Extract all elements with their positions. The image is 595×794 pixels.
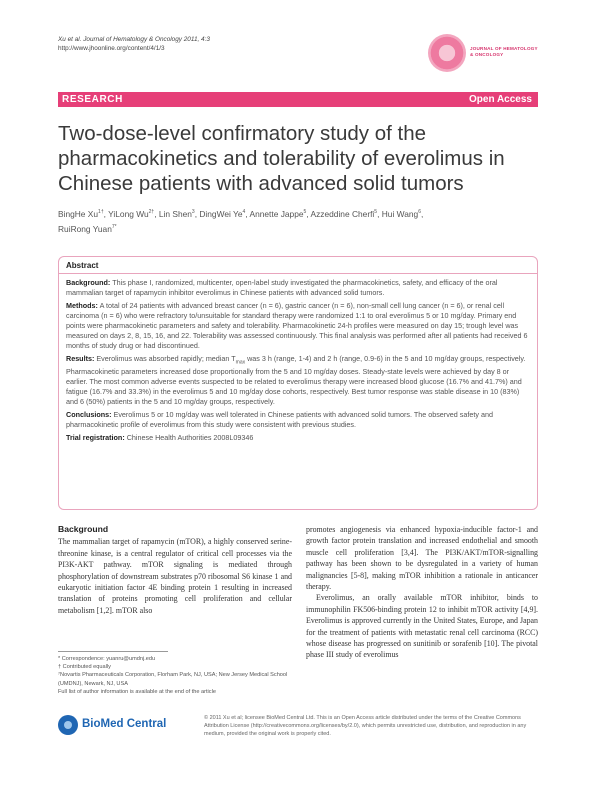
author: BingHe Xu xyxy=(58,208,99,219)
article-url[interactable]: http://www.jhoonline.org/content/4/1/3 xyxy=(58,45,165,52)
publisher-name: BioMed Central xyxy=(82,718,167,730)
abstract-box xyxy=(58,256,538,510)
article-type-label: RESEARCH xyxy=(62,94,123,105)
body-column-right xyxy=(306,524,538,661)
body-paragraph: The mammalian target of rapamycin (mTOR), a highly conserved serine-threonine kinase, is a central regulator of critical cell processes via the PI3K-AKT pathway. mTOR signaling is mediated through phosphorylation of downstream substrates p70 ribosomal S6 kinase 1 and eukaryotic initiation factor 4E binding protein 1 resulting in increased translation of proteins promoting cell proliferation and cellular metabolism [1,2]. mTOR also xyxy=(58,537,292,615)
footnotes xyxy=(58,655,292,696)
author: Lin Shen xyxy=(158,208,192,219)
correspondence-note: * Correspondence: yuanru@umdnj.edu xyxy=(58,656,156,662)
journal-logo xyxy=(428,32,548,72)
author-info-note: Full list of author information is available at the end of the article xyxy=(58,688,216,695)
abstract-conclusions: Conclusions: Everolimus 5 or 10 mg/day was well tolerated in Chinese patients with advanced solid tumors. The observed safety and pharmacokinetic profile of everolimus from this study were consistent with previous studies. xyxy=(66,410,493,430)
biomed-central-icon xyxy=(58,715,78,735)
author-list: BingHe $Xu^{1\dagger}$, YiLong $Wu^{2\dagger}$, Lin Shen$^3$, DingWei Ye$^4$, Annette Jappe$^5$, Azzeddine Cherfi$^5$, Hui Wang$^6$, RuiRong Yuan$^{7*}$ xyxy=(58,208,424,234)
article-title: Two-dose-level confirmatory study of the pharmacokinetics and tolerability of everolimus in Chinese patients with advanced solid tumors xyxy=(58,122,505,195)
body-column-left xyxy=(58,524,292,616)
publisher-logo xyxy=(58,714,188,736)
abstract-heading: Abstract xyxy=(59,257,537,274)
author: YiLong Wu xyxy=(108,208,149,219)
author: Azzeddine Cherfi xyxy=(310,208,375,219)
author: RuiRong Yuan xyxy=(58,223,112,234)
abstract-results: Results: Everolimus was absorbed rapidly; median $T_{max}$ was 3 h (range, 1-4) and 2 h (range, 0.9-6) in the 5 and 10 mg/day groups, respectively. Pharmacokinetic parameters increased dose proportionally from the 5 and 10 mg/day doses. Steady-state levels were achieved by day 8 or earlier. The most common adverse events suspected to be related to everolimus therapy were increased blood glucose (16.7% and 41.7%) and fatigue (16.7% and 33.3%) in the everolimus 5 and 10 mg/day dose cohorts, respectively. Best tumor response was stable disease in 10 (83%) and 6 (50%) patients in the 5 and 10 mg/day groups, respectively. xyxy=(66,354,526,407)
equal-contribution-note: † Contributed equally xyxy=(58,664,111,671)
author: Annette Jappe xyxy=(249,208,304,219)
section-heading-background: Background xyxy=(58,524,109,534)
body-paragraph: Everolimus, an orally available mTOR inhibitor, binds to immunophilin FK506-binding protein 12 to inhibit mTOR activity [4,9]. Everolimus is approved currently in the United States, Europe, and Japan for the treatment of patients with metastatic renal cell carcinoma (RCC) whose disease has progressed on sunitinib or sorafenib [10]. The pivotal phase III study of everolimus xyxy=(306,593,538,660)
abstract-trial-registration: Trial registration: Chinese Health Authorities 2008L09346 xyxy=(66,433,254,443)
abstract-methods: Methods: A total of 24 patients with advanced breast cancer (n = 6), gastric cancer (n = 6), non-small cell lung cancer (n = 6), or renal cell carcinoma (n = 6) who were refractory to/unsuitable for standard therapy were randomized 1:1 to oral everolimus 5 or 10 mg/day. Primary end points were pharmacokinetic parameters and safety and tolerability. Pharmacokinetic 24-h profiles were measured on day 15; trough level was measured on days 2, 8, 15, 16, and 22. Tolerability was assessed continuously. This final analysis was performed after all patients had received 6 months of study drug or had discontinued. xyxy=(66,301,528,350)
author: DingWei Ye xyxy=(199,208,243,219)
affiliation-note: ⁷Novartis Pharmaceuticals Corporation, Florham Park, NJ, USA; New Jersey Medical School (UMDNJ), Newark, NJ, USA xyxy=(58,672,288,687)
author: Hui Wang xyxy=(381,208,419,219)
body-paragraph: promotes angiogenesis via enhanced hypoxia-inducible factor-1 and growth factor protein translation and increased endothelial and smooth muscle cell proliferation [3,4]. The PI3K/AKT/mTOR-signalling pathway has been shown to be dysregulated in a variety of human malignancies [5-8], making mTOR inhibition a rationale in anticancer therapy. xyxy=(306,525,538,592)
journal-logo-text: JOURNAL OF HEMATOLOGY & ONCOLOGY xyxy=(470,46,538,57)
open-access-label: Open Access xyxy=(469,94,532,105)
journal-citation: Xu et al. Journal of Hematology & Oncology 2011, 4:3 xyxy=(58,36,210,43)
abstract-background: Background: This phase I, randomized, multicenter, open-label study investigated the pharmacokinetics, safety, and efficacy of the oral mammalian target of rapamycin inhibitor everolimus in Chinese patients with advanced solid tumors. xyxy=(66,278,498,297)
citation-header xyxy=(58,35,210,53)
article-type-banner xyxy=(58,92,538,107)
abstract-body xyxy=(59,274,537,450)
license-statement: © 2011 Xu et al; licensee BioMed Central Ltd. This is an Open Access article distributed under the terms of the Creative Commons Attribution License (http://creativecommons.org/licenses/by/2.0), which permits unrestricted use, distribution, and reproduction in any medium, provided the original work is properly cited. xyxy=(204,715,527,737)
footnote-divider xyxy=(58,651,168,652)
journal-logo-icon xyxy=(428,34,466,72)
